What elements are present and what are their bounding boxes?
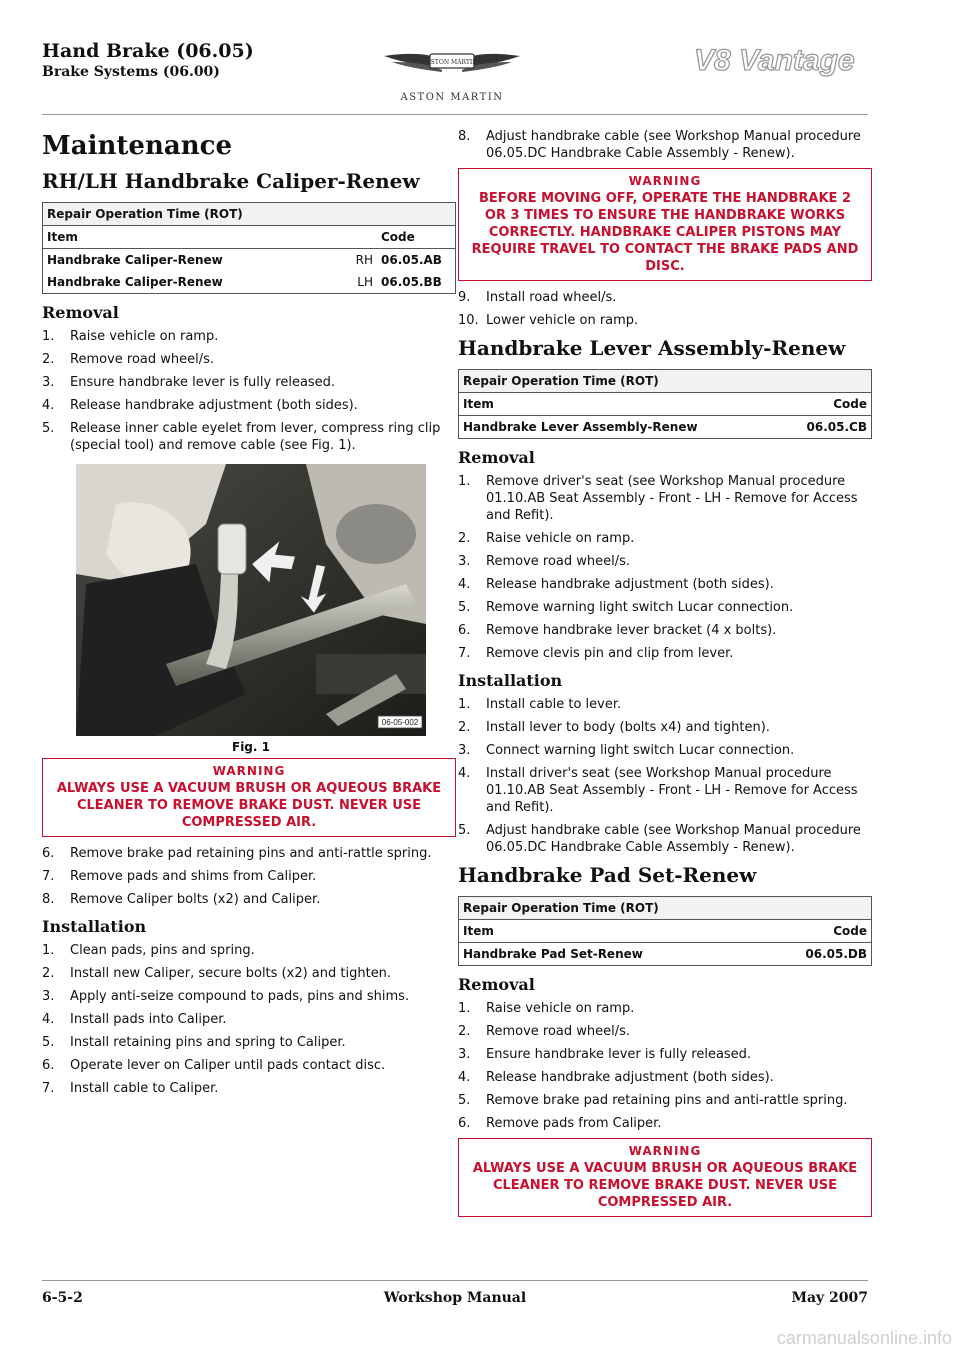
list-item: 2. Raise vehicle on ramp. [458, 531, 635, 546]
list-item: 4. Release handbrake adjustment (both sides). [458, 577, 774, 592]
list-item: 1. Clean pads, pins and spring. [42, 943, 255, 958]
list-item: 6. Remove handbrake lever bracket (4 x bolts). [458, 623, 777, 638]
caliper-installation-steps-continued [458, 128, 872, 162]
model-name: V8 Vantage [694, 44, 855, 77]
manual-name: Workshop Manual [383, 1290, 527, 1306]
list-item: 2. Install new Caliper, secure bolts (x2) and tighten. [42, 966, 392, 981]
section-title: Hand Brake (06.05) [42, 40, 254, 62]
installation-heading: Installation [458, 671, 563, 690]
rot-title: Repair Operation Time (ROT) [459, 370, 872, 393]
warning-title: WARNING [212, 764, 286, 778]
left-column [42, 128, 456, 1103]
section-subtitle: Brake Systems (06.00) [42, 64, 220, 80]
lever-removal-steps [458, 473, 872, 662]
list-item: 3. Connect warning light switch Lucar connection. [458, 743, 795, 758]
list-item: 3. Ensure handbrake lever is fully released. [458, 1047, 752, 1062]
list-item: 7. Remove clevis pin and clip from lever. [458, 646, 734, 661]
caliper-installation-steps [42, 942, 456, 1097]
right-column [458, 128, 872, 1225]
list-item: 4. Release handbrake adjustment (both sides). [458, 1070, 774, 1085]
table-row: Handbrake Lever Assembly-Renew 06.05.CB [463, 420, 867, 434]
list-item: 4. Install driver's seat (see Workshop Manual procedure 01.10.AB Seat Assembly - Front - LH - Remove for Access and Refit). [458, 766, 858, 815]
table-row: Handbrake Pad Set-Renew 06.05.DB [463, 947, 867, 961]
page-number: 6-5-2 [42, 1290, 83, 1306]
list-item: 2. Install lever to body (bolts x4) and tighten). [458, 720, 770, 735]
caliper-removal-steps-continued [42, 845, 456, 908]
rot-col-item: Item [459, 393, 784, 416]
figure-1 [76, 464, 426, 754]
list-item: 3. Ensure handbrake lever is fully released. [42, 375, 336, 390]
rot-title: Repair Operation Time (ROT) [43, 203, 456, 226]
warning-box [458, 1138, 872, 1217]
list-item: 1. Raise vehicle on ramp. [42, 329, 219, 344]
warning-text: ALWAYS USE A VACUUM BRUSH OR AQUEOUS BRAKE CLEANER TO REMOVE BRAKE DUST. NEVER USE COMPRESSED AIR. [56, 781, 442, 830]
list-item: 10. Lower vehicle on ramp. [458, 313, 639, 328]
list-item: 1. Install cable to lever. [458, 697, 622, 712]
caliper-renew-title: RH/LH Handbrake Caliper-Renew [42, 169, 420, 193]
rot-col-item: Item [43, 226, 336, 249]
list-item: 7. Remove pads and shims from Caliper. [42, 869, 317, 884]
page-header [42, 40, 254, 82]
list-item: 8. Adjust handbrake cable (see Workshop Manual procedure 06.05.DC Handbrake Cable Assembly - Renew). [458, 129, 861, 161]
brand-caption: ASTON MARTIN [400, 92, 504, 103]
removal-heading: Removal [42, 303, 119, 322]
lever-rot-table [458, 369, 872, 439]
removal-heading: Removal [458, 975, 535, 994]
pad-set-renew-title: Handbrake Pad Set-Renew [458, 863, 757, 887]
list-item: 5. Remove brake pad retaining pins and anti-rattle spring. [458, 1093, 848, 1108]
list-item: 5. Adjust handbrake cable (see Workshop Manual procedure 06.05.DC Handbrake Cable Assembly - Renew). [458, 823, 861, 855]
list-item: 6. Operate lever on Caliper until pads contact disc. [42, 1058, 386, 1073]
list-item: 2. Remove road wheel/s. [42, 352, 215, 367]
list-item: 1. Remove driver's seat (see Workshop Manual procedure 01.10.AB Seat Assembly - Front - LH - Remove for Access and Refit). [458, 474, 858, 523]
list-item: 2. Remove road wheel/s. [458, 1024, 631, 1039]
list-item: 1. Raise vehicle on ramp. [458, 1001, 635, 1016]
list-item: 5. Install retaining pins and spring to Caliper. [42, 1035, 346, 1050]
rot-col-code: Code [783, 920, 872, 943]
rot-col-code: Code [377, 226, 456, 249]
model-logo [690, 40, 872, 80]
site-watermark: carmanualsonline.info [776, 1328, 952, 1348]
table-row: Handbrake Caliper-Renew LH 06.05.BB [47, 275, 442, 289]
page-heading: Maintenance [42, 131, 232, 161]
list-item: 4. Install pads into Caliper. [42, 1012, 227, 1027]
pad-rot-table [458, 896, 872, 966]
warning-box [42, 758, 456, 837]
header-divider [42, 114, 868, 115]
svg-text:ASTON MARTIN: ASTON MARTIN [426, 59, 478, 66]
removal-heading: Removal [458, 448, 535, 467]
aston-martin-logo [382, 42, 522, 106]
list-item: 5. Remove warning light switch Lucar connection. [458, 600, 794, 615]
lever-installation-steps [458, 696, 872, 856]
installation-heading: Installation [42, 917, 147, 936]
publication-date: May 2007 [791, 1290, 868, 1306]
rot-title: Repair Operation Time (ROT) [459, 897, 872, 920]
caliper-rot-table [42, 202, 456, 294]
warning-text: BEFORE MOVING OFF, OPERATE THE HANDBRAKE 2 OR 3 TIMES TO ENSURE THE HANDBRAKE WORKS CORRECTLY. HANDBRAKE CALIPER PISTONS MAY REQUIRE TRAVEL TO CONTACT THE BRAKE PADS AND DISC. [471, 191, 859, 274]
handbrake-caliper-photo [76, 464, 426, 736]
pad-removal-steps [458, 1000, 872, 1132]
table-row: Handbrake Caliper-Renew RH 06.05.AB [47, 253, 442, 267]
list-item: 9. Install road wheel/s. [458, 290, 617, 305]
figure-caption: Fig. 1 [232, 740, 270, 754]
list-item: 3. Remove road wheel/s. [458, 554, 631, 569]
list-item: 8. Remove Caliper bolts (x2) and Caliper. [42, 892, 321, 907]
footer-divider [42, 1280, 868, 1281]
rot-col-item: Item [459, 920, 784, 943]
list-item: 6. Remove pads from Caliper. [458, 1116, 662, 1131]
list-item: 3. Apply anti-seize compound to pads, pins and shims. [42, 989, 410, 1004]
warning-box [458, 168, 872, 281]
list-item: 7. Install cable to Caliper. [42, 1081, 219, 1096]
figure-label: 06-05-002 [381, 718, 419, 727]
warning-title: WARNING [628, 1144, 702, 1158]
caliper-installation-steps-final [458, 289, 872, 329]
list-item: 6. Remove brake pad retaining pins and anti-rattle spring. [42, 846, 432, 861]
caliper-removal-steps [42, 328, 456, 454]
lever-renew-title: Handbrake Lever Assembly-Renew [458, 336, 846, 360]
warning-title: WARNING [628, 174, 702, 188]
list-item: 4. Release handbrake adjustment (both sides). [42, 398, 358, 413]
wings-logo-icon [382, 42, 522, 86]
rot-col-code: Code [783, 393, 872, 416]
list-item: 5. Release inner cable eyelet from lever, compress ring clip (special tool) and remove cable (see Fig. 1). [42, 421, 441, 453]
warning-text: ALWAYS USE A VACUUM BRUSH OR AQUEOUS BRAKE CLEANER TO REMOVE BRAKE DUST. NEVER USE COMPRESSED AIR. [472, 1161, 858, 1210]
